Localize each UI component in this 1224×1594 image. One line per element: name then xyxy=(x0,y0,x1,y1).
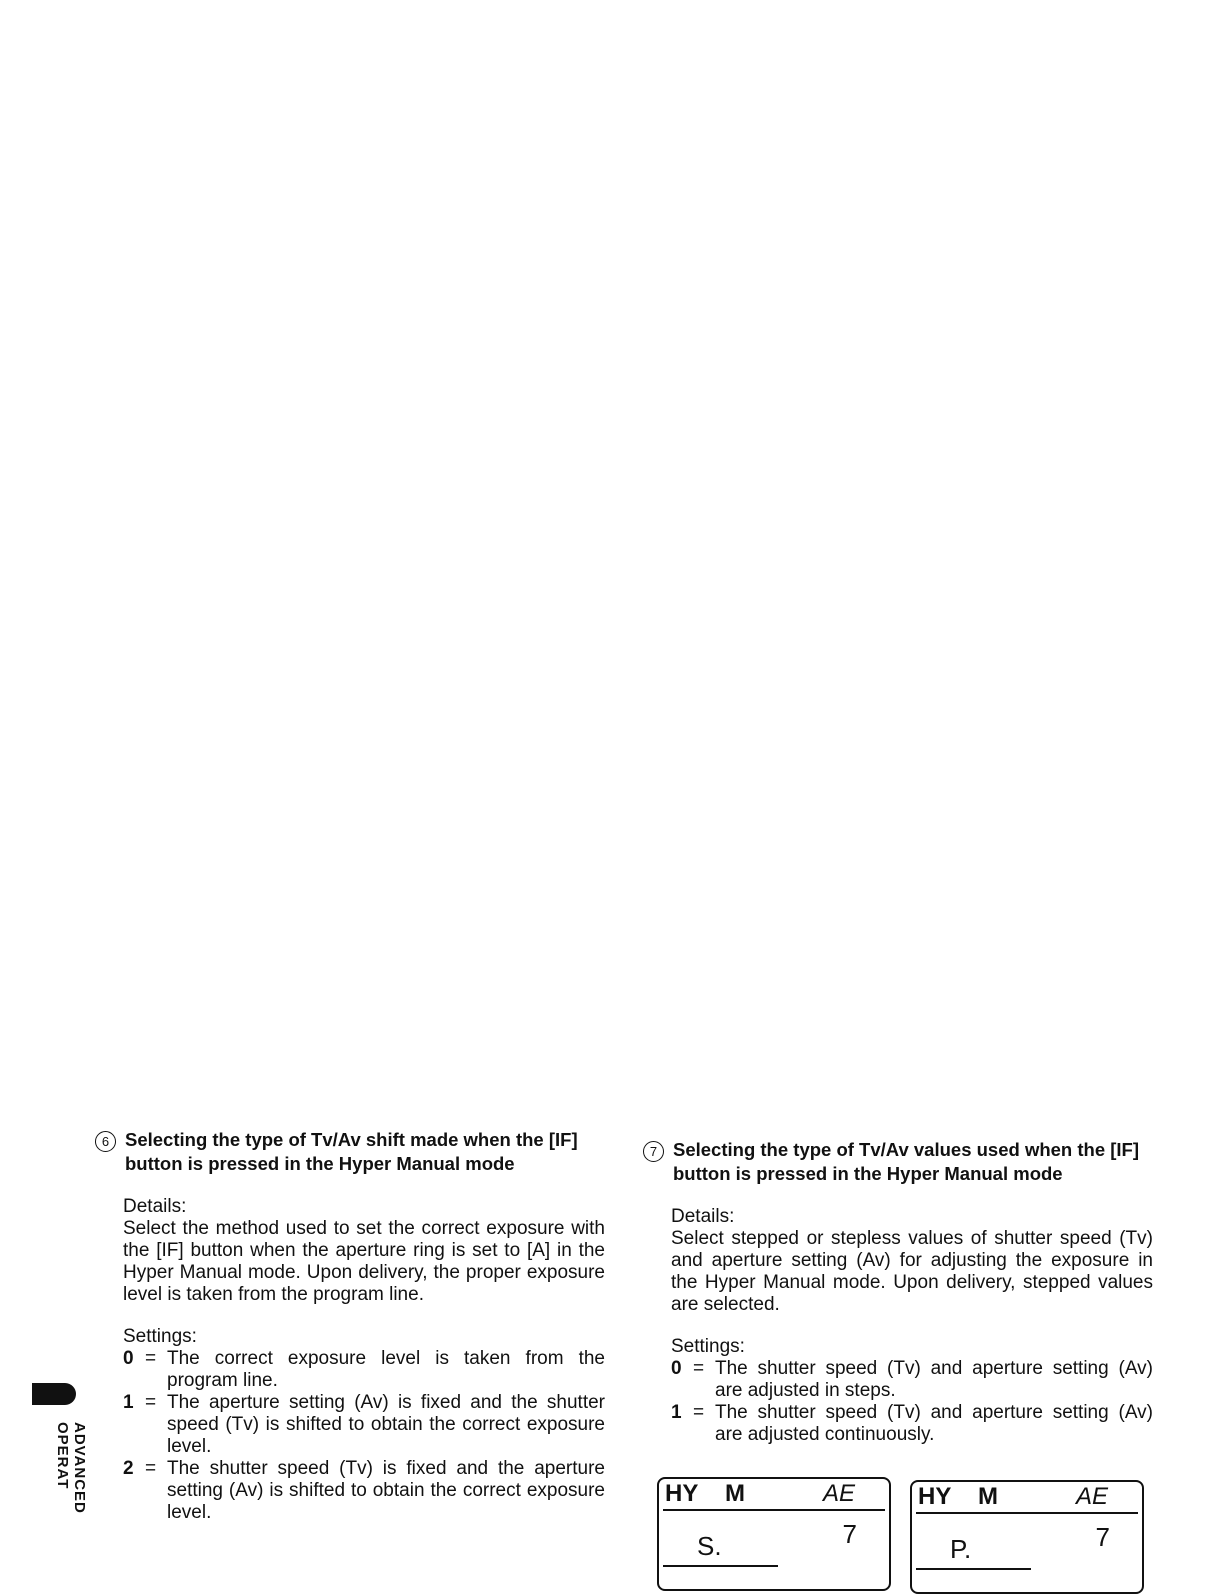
setting-key: 2 xyxy=(123,1458,134,1479)
section-6-heading xyxy=(95,1128,605,1176)
lcd-hy-label: HY xyxy=(665,1480,699,1507)
lcd-display-stepped xyxy=(657,1477,891,1591)
details-label: Details: xyxy=(671,1206,735,1227)
lcd-divider xyxy=(916,1568,1031,1570)
circled-number: 7 xyxy=(643,1141,664,1162)
setting-item: 0 = The correct exposure level is taken from the program line. xyxy=(123,1348,605,1391)
section-6 xyxy=(95,1128,605,1524)
setting-text: The shutter speed (Tv) and aperture setting (Av) are adjusted continuously. xyxy=(715,1402,1153,1445)
lcd-segment-digit: 7 xyxy=(842,1519,857,1549)
setting-key: 1 xyxy=(671,1402,682,1423)
lcd-ae-label: AE xyxy=(822,1480,855,1507)
lcd-divider xyxy=(663,1565,778,1567)
settings-label: Settings: xyxy=(123,1326,197,1347)
lcd-mode-label: M xyxy=(978,1483,998,1510)
lcd-segment-digit: 7 xyxy=(1095,1522,1110,1552)
lcd-hy-label: HY xyxy=(918,1483,952,1510)
details-text: Select the method used to set the correct exposure with the [IF] button when the aperture ring is set to [A] in the Hyper Manual mode. Upon delivery, the proper exposure level is taken from the program line. xyxy=(123,1218,605,1305)
section-6-title: Selecting the type of Tv/Av shift made when the [IF] button is pressed in the Hyper Manual mode xyxy=(125,1129,578,1174)
setting-key: 0 xyxy=(671,1358,682,1379)
details-label: Details: xyxy=(123,1196,187,1217)
lcd-ae-label: AE xyxy=(1075,1483,1108,1510)
section-tab-marker xyxy=(32,1383,76,1405)
setting-key: 1 xyxy=(123,1392,134,1413)
setting-text: The aperture setting (Av) is fixed and the shutter speed (Tv) is shifted to obtain the correct exposure level. xyxy=(167,1392,605,1457)
setting-item: 1 = The aperture setting (Av) is fixed and the shutter speed (Tv) is shifted to obtain the correct exposure level. xyxy=(123,1392,605,1457)
details-text: Select stepped or stepless values of shutter speed (Tv) and aperture setting (Av) for adjusting the exposure in the Hyper Manual mode. Upon delivery, stepped values are selected. xyxy=(671,1228,1153,1315)
setting-item: 0 = The shutter speed (Tv) and aperture setting (Av) are adjusted in steps. xyxy=(671,1358,1153,1401)
settings-label: Settings: xyxy=(671,1336,745,1357)
section-7-title: Selecting the type of Tv/Av values used when the [IF] button is pressed in the Hyper Manual mode xyxy=(673,1139,1140,1184)
side-section-label: ADVANCED OPERAT xyxy=(54,1422,88,1514)
lcd-setting-char: S. xyxy=(697,1531,722,1561)
setting-text: The shutter speed (Tv) is fixed and the aperture setting (Av) is shifted to obtain the correct exposure level. xyxy=(167,1458,605,1523)
setting-text: The correct exposure level is taken from the program line. xyxy=(167,1348,605,1391)
lcd-display-stepless xyxy=(910,1480,1144,1594)
setting-item: 2 = The shutter speed (Tv) is fixed and the aperture setting (Av) is shifted to obtain the correct exposure level. xyxy=(123,1458,605,1523)
setting-item: 1 = The shutter speed (Tv) and aperture setting (Av) are adjusted continuously. xyxy=(671,1402,1153,1445)
setting-text: The shutter speed (Tv) and aperture setting (Av) are adjusted in steps. xyxy=(715,1358,1153,1401)
setting-key: 0 xyxy=(123,1348,134,1369)
lcd-mode-label: M xyxy=(725,1480,745,1507)
circled-number: 6 xyxy=(95,1131,116,1152)
section-7 xyxy=(643,1138,1153,1446)
section-7-heading xyxy=(643,1138,1153,1186)
lcd-setting-char: P. xyxy=(950,1534,972,1564)
